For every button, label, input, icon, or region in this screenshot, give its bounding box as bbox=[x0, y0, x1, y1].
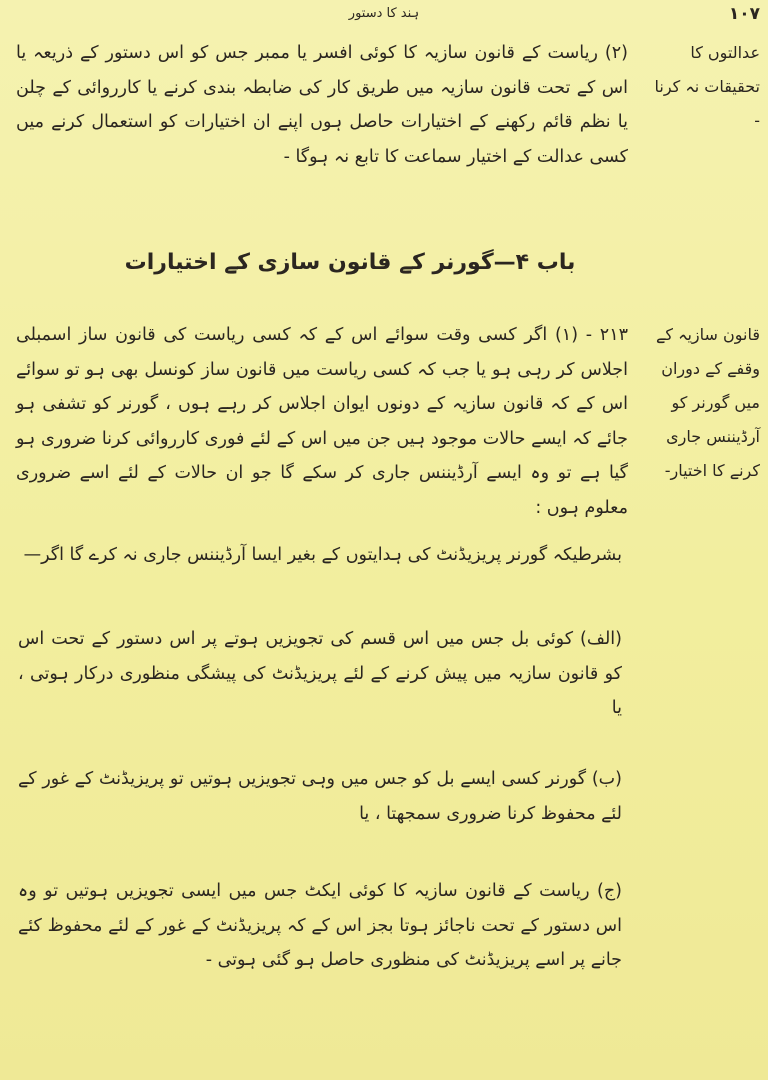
margin-note-ordinance: قانون سازیہ کے وقفے کے دوران میں گورنر کو آرڈیننس جاری کرنے کا اختیار- bbox=[656, 325, 760, 480]
clause-alif: (الف) کوئی بل جس میں اس قسم کی تجویزیں ہوتے پر اس دستور کے تحت اس کو قانون سازیہ میں پیش کرنے کے لئے پریزیڈنٹ کی پیشگی منظوری درکار ہوتی ، یا bbox=[18, 629, 622, 718]
paragraph-article-213: ۲۱۳ - (۱) اگر کسی وقت سوائے اس کے کہ کسی ریاست کی قانون ساز اسمبلی اجلاس کر رہی ہو یا جب کہ کسی ریاست میں قانون ساز کونسل بھی ہو تو سوائے اس کے کہ قانون سازیہ کے دونوں ایوان اجلاس کر رہے ہوں ، گورنر کو تشفی ہو جائے کہ ایسے حالات موجود ہیں جن میں اس کے لئے فوری کارروائی کرنا ضروری ہو گیا ہے تو وہ ایسے آرڈیننس جاری کر سکے گا جو ان حالات کے لئے اسے ضروری معلوم ہوں : bbox=[16, 325, 628, 518]
margin-note-courts: عدالتوں کا تحقیقات نہ کرنا - bbox=[654, 43, 760, 130]
paragraph-clause-2: (۲) ریاست کے قانون سازیہ کا کوئی افسر یا ممبر جس کو اس دستور کے ذریعہ یا اس کے تحت قانون سازیہ میں طریق کار کی ضابطہ بندی کرنے یا کارروائی کے چلن یا نظم قائم رکھنے کے اختیارات حاصل ہوں اپنے ان اختیارات کو استعمال کرنے میں کسی عدالت کے اختیار سماعت کا تابع نہ ہوگا - bbox=[16, 43, 628, 167]
running-title: ہند کا دستور bbox=[348, 6, 420, 21]
page-header bbox=[0, 2, 768, 30]
clause-jeem: (ج) ریاست کے قانون سازیہ کا کوئی ایکٹ جس میں ایسی تجویزیں ہوتیں تو وہ اس دستور کے تحت ناجائز ہوتا بجز اس کے کہ پریزیڈنٹ کے غور کے لئے محفوظ کئے جانے پر اسے پریزیڈنٹ کی منظوری حاصل ہو گئی ہوتی - bbox=[18, 881, 622, 970]
paragraph-proviso: بشرطیکہ گورنر پریزیڈنٹ کی ہدایتوں کے بغیر ایسا آرڈیننس جاری نہ کرے گا اگر— bbox=[23, 545, 622, 565]
clause-be: (ب) گورنر کسی ایسے بل کو جس میں وہی تجویزیں ہوتیں تو پریزیڈنٹ کے غور کے لئے محفوظ کرنا ضروری سمجھتا ، یا bbox=[18, 769, 622, 824]
chapter-heading: باب ۴—گورنر کے قانون سازی کے اختیارات bbox=[124, 250, 576, 275]
page-number: ۱۰۷ bbox=[728, 4, 760, 24]
